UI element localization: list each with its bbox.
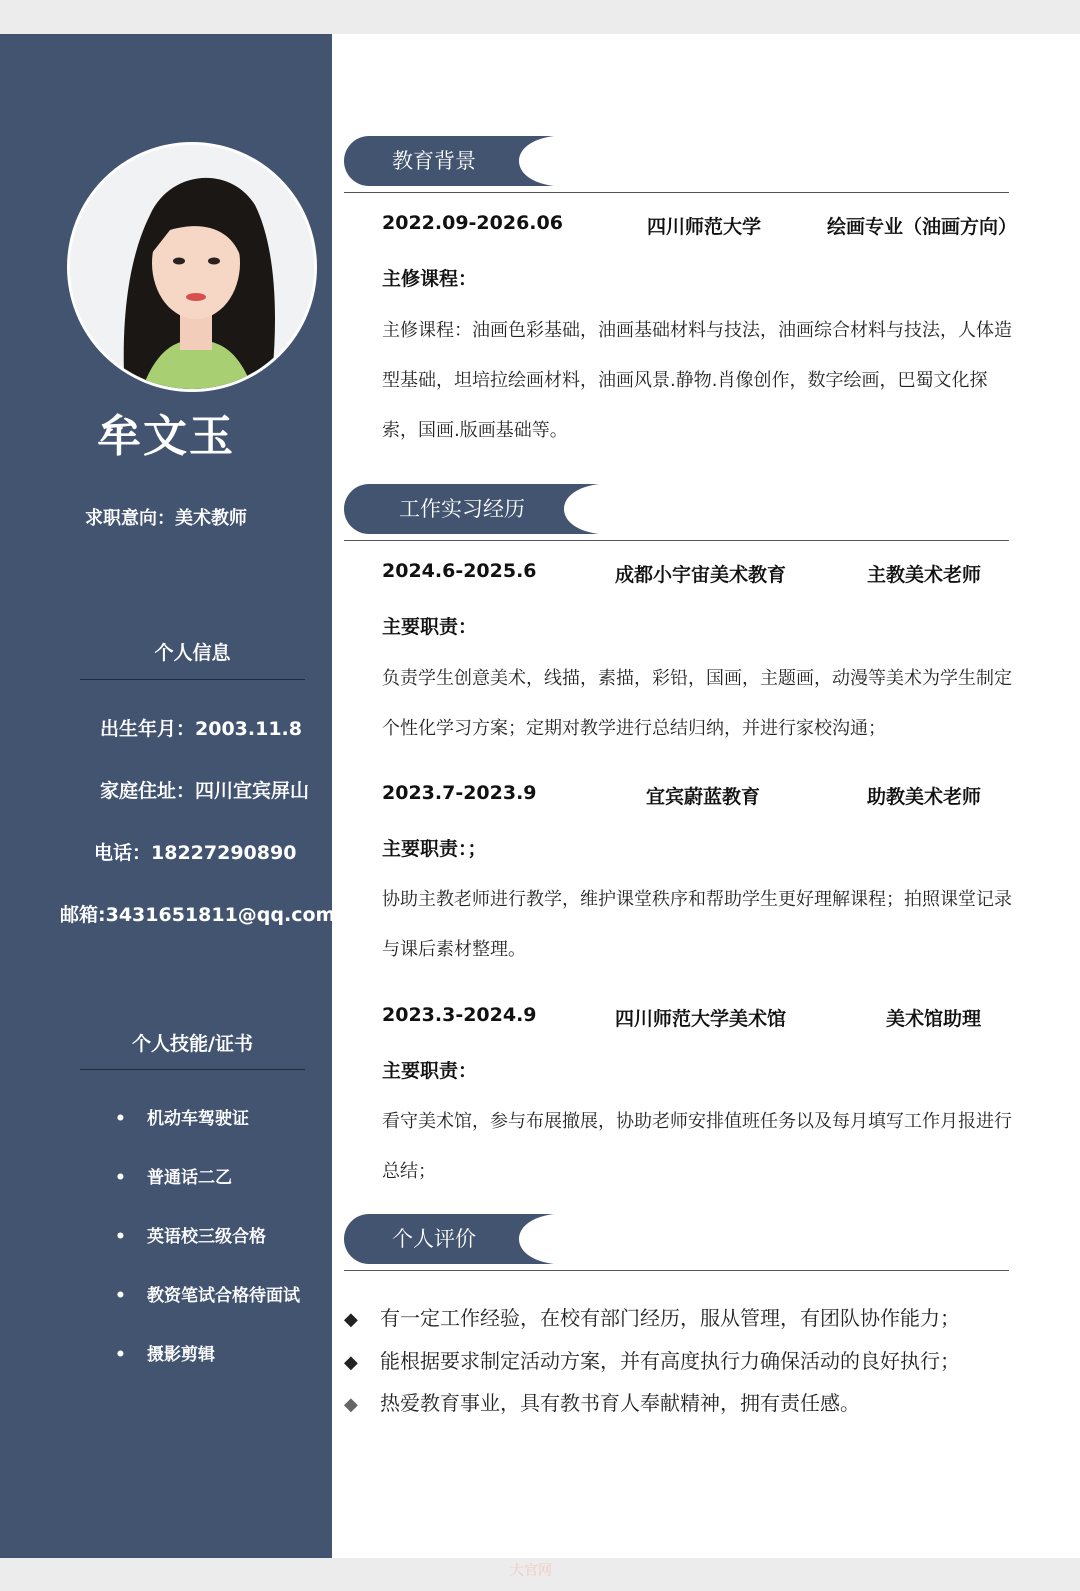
evaluation-item: ◆ 有一定工作经验，在校有部门经历，服从管理，有团队协作能力； [344,1306,960,1330]
duty-text: 负责学生创意美术，线描，素描，彩铅，国画，主题画，动漫等美术为学生制定个性化学习方案；定期对教学进行总结归纳，并进行家校沟通； [382,668,1012,739]
birth-date: 出生年月：2003.11.8 [100,718,302,740]
duty-text: 协助主教老师进行教学，维护课堂秩序和帮助学生更好理解课程；拍照课堂记录与课后素材整理。 [382,889,1012,960]
skills-heading: 个人技能/证书 [132,1033,253,1055]
evaluation-divider [344,1270,1009,1271]
bullet-icon: • [115,1168,126,1188]
profile-photo [67,142,317,392]
education-heading: 教育背景 [392,149,476,173]
bullet-icon: • [115,1286,126,1306]
personal-info-heading: 个人信息 [154,642,231,664]
evaluation-heading: 个人评价 [392,1227,476,1251]
education-section-tab [344,136,554,186]
personal-info-divider [80,679,305,680]
portrait-image [70,145,317,392]
job-org: 四川师范大学美术馆 [615,1008,787,1030]
edu-major: 绘画专业（油画方向） [827,216,1018,238]
diamond-bullet-icon: ◆ [344,1309,358,1330]
home-address: 家庭住址：四川宜宾屏山 [100,780,310,802]
job-period: 2024.6-2025.6 [382,560,537,582]
job-role: 美术馆助理 [886,1008,982,1030]
email-address: 邮箱:3431651811@qq.com [60,904,336,926]
duty-label: 主要职责： [382,1060,478,1082]
skills-divider [80,1069,305,1070]
resume-page [0,34,1080,1558]
evaluation-item: ◆ 热爱教育事业，具有教书育人奉献精神，拥有责任感。 [344,1391,860,1415]
main-content [332,34,1080,1558]
skill-item: • 教资笔试合格待面试 [115,1286,300,1306]
edu-period: 2022.09-2026.06 [382,212,563,234]
skill-item: • 摄影剪辑 [115,1345,215,1365]
duty-label: 主要职责：； [382,838,487,860]
edu-school: 四川师范大学 [647,216,762,238]
evaluation-item: ◆ 能根据要求制定活动方案，并有高度执行力确保活动的良好执行； [344,1349,960,1373]
work-section-tab [344,484,599,534]
candidate-name: 牟文玉 [97,411,235,462]
duty-text: 看守美术馆，参与布展撤展，协助老师安排值班任务以及每月填写工作月报进行总结； [382,1111,1012,1182]
courses-label: 主修课程： [382,268,478,290]
diamond-bullet-icon: ◆ [344,1394,358,1415]
bullet-icon: • [115,1227,126,1247]
watermark-logo: 大官网 [510,1563,552,1579]
duty-label: 主要职责： [382,616,478,638]
sidebar [0,34,336,1558]
skill-item: • 普通话二乙 [115,1168,232,1188]
job-objective: 求职意向：美术教师 [85,508,247,529]
courses-text: 主修课程：油画色彩基础，油画基础材料与技法，油画综合材料与技法，人体造型基础，坦培拉绘画材料，油画风景.静物.肖像创作，数字绘画，巴蜀文化探索，国画.版画基础等。 [382,320,1012,441]
phone-number: 电话：18227290890 [94,842,297,864]
job-period: 2023.3-2024.9 [382,1004,537,1026]
bullet-icon: • [115,1109,126,1129]
job-role: 助教美术老师 [867,786,982,808]
work-heading: 工作实习经历 [399,497,525,521]
work-divider [344,540,1009,541]
job-role: 主教美术老师 [867,564,982,586]
bullet-icon: • [115,1345,126,1365]
job-period: 2023.7-2023.9 [382,782,537,804]
evaluation-section-tab [344,1214,554,1264]
education-divider [344,192,1009,193]
skill-item: • 机动车驾驶证 [115,1109,249,1129]
job-org: 宜宾蔚蓝教育 [646,786,761,808]
skill-item: • 英语校三级合格 [115,1227,266,1247]
job-org: 成都小宇宙美术教育 [615,564,787,586]
diamond-bullet-icon: ◆ [344,1352,358,1373]
